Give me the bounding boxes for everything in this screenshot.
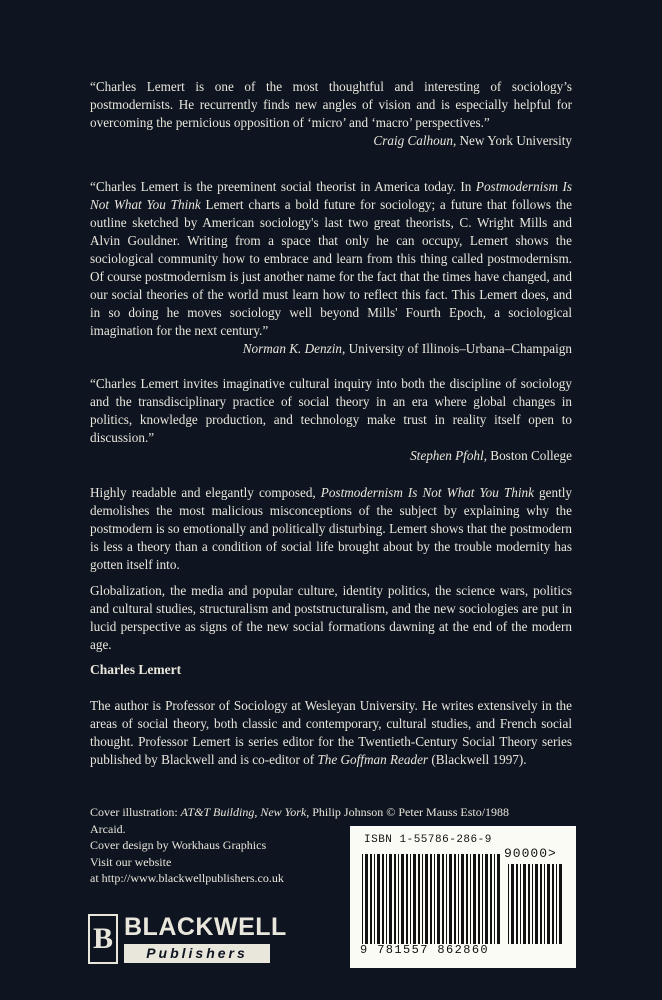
- quote-attribution: [90, 340, 572, 358]
- website-label: Visit our website: [90, 854, 172, 869]
- quote-author: Stephen Pfohl: [410, 448, 484, 463]
- quote-text: “Charles Lemert is one of the most thoughtful and interesting of sociology’s postmodernists. He recurrently finds new angles of vision and is especially helpful for overcoming the pernicious opposition of ‘micro’ and ‘macro’ perspectives.”: [90, 79, 572, 130]
- credit-text: Philip Johnson © Peter Mauss Esto/1988: [309, 805, 510, 819]
- barcode-bars: [362, 854, 500, 944]
- bio-text: (Blackwell 1997).: [428, 752, 527, 767]
- barcode: [350, 826, 576, 968]
- website-link[interactable]: at http://www.blackwellpublishers.co.uk: [90, 871, 284, 885]
- illustration-credit-line2: Arcaid.: [90, 821, 126, 836]
- isbn-label: ISBN 1-55786-286-9: [364, 834, 492, 846]
- illustration-credit: [90, 804, 580, 821]
- illustration-title: AT&T Building, New York,: [180, 805, 310, 819]
- logo-mark: B: [88, 914, 118, 964]
- quote-attribution: [90, 132, 572, 150]
- description-text: Highly readable and elegantly composed,: [90, 485, 321, 500]
- description-paragraph-2: Globalization, the media and popular culture, identity politics, the science wars, politics and cultural studies, structuralism and poststructuralism, and the new sociologies are put in lucid perspective as signs of the new social formations dawning at the end of the modern age.: [90, 583, 572, 652]
- book-description: [90, 484, 572, 654]
- quote-affiliation: , Boston College: [483, 448, 572, 463]
- quote-author: Craig Calhoun: [373, 133, 453, 148]
- quote-attribution: [90, 447, 572, 465]
- quote-block-pfohl: [90, 375, 572, 465]
- author-heading: Charles Lemert: [90, 662, 182, 677]
- quote-block-denzin: [90, 178, 572, 358]
- quote-text: “Charles Lemert invites imaginative cultural inquiry into both the discipline of sociology and the transdisciplinary practice of social theory in an era where global changes in politics, knowledge production, and technology make trust in reality itself open to discussion.”: [90, 376, 572, 445]
- description-paragraph-1: [90, 484, 572, 574]
- quote-block-calhoun: [90, 78, 572, 150]
- book-title: The Goffman Reader: [317, 752, 429, 767]
- bio-text: The author is Professor of Sociology at Wesleyan University. He writes extensively in the areas of social theory, both classic and contemporary, cultural studies, and French social thought. Professor Lemert is series editor for the Twentieth-Century Social Theory series published by Blackwell and is co-editor of: [90, 698, 572, 767]
- publisher-logo: [88, 912, 288, 966]
- book-title: Postmodernism Is Not What You Think: [320, 485, 534, 500]
- design-credit: Cover design by Workhaus Graphics: [90, 838, 267, 852]
- book-title: Postmodernism Is Not What You Think: [90, 179, 572, 212]
- quote-author: Norman K. Denzin: [242, 341, 342, 356]
- publisher-subtitle: Publishers: [124, 944, 270, 963]
- author-section: [90, 661, 572, 769]
- quote-text-part: Lemert charts a bold future for sociology; a future that follows the outline sketched by American sociology's last two great theorists, C. Wright Mills and Alvin Gouldner. Writing from a space that only he can occupy, Lemert shows the sociological community how to embrace and learn from this thing called postmodernism. Of course postmodernism is just another name for the fact that the times have changed, and our social theories of the world must learn how to reflect this fact. This Lemert does, and in so doing he moves sociology well beyond Mills' Fourth Epoch, a sociological imagination for the next century.”: [90, 197, 572, 338]
- quote-affiliation: , New York University: [452, 133, 572, 148]
- barcode-digits: 9 781557 862860: [360, 943, 490, 957]
- publisher-name: BLACKWELL: [124, 913, 287, 941]
- description-text: gently demolishes the most malicious misconceptions of the subject by explaining why the postmodern is so emotionally and politically disturbing. Lemert shows that the postmodern is less a theory than a condition of social life brought about by the trouble modernity has gotten itself into.: [90, 485, 572, 572]
- quote-affiliation: , University of Illinois–Urbana–Champaign: [341, 341, 572, 356]
- price-code: 90000>: [504, 846, 557, 861]
- author-bio: [90, 697, 572, 769]
- barcode-addon-bars: [508, 864, 564, 944]
- credit-text: Cover illustration:: [90, 805, 181, 819]
- quote-text-part: “Charles Lemert is the preeminent social theorist in America today. In: [90, 179, 476, 194]
- quote-text: [90, 178, 572, 340]
